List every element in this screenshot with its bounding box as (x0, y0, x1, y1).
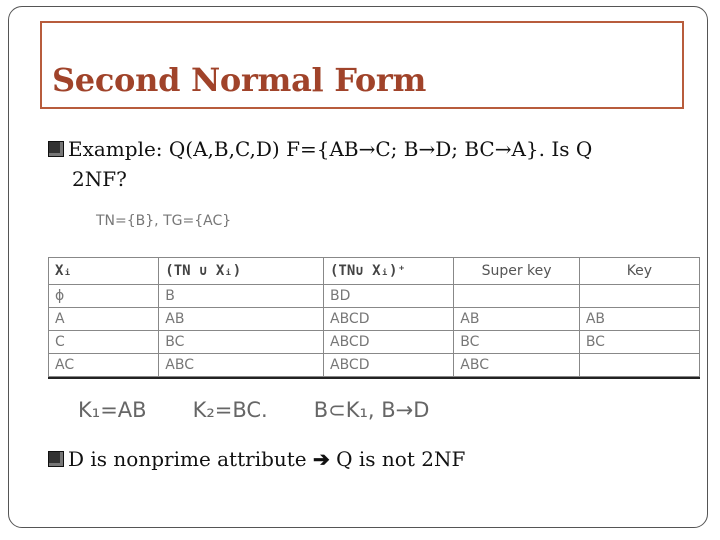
conclusion-part2: Q is not 2NF (336, 447, 466, 471)
square-bullet-icon (48, 141, 64, 157)
cell: A (49, 308, 159, 331)
table-row (49, 354, 700, 377)
conclusion-part1: D is nonprime attribute (68, 447, 307, 471)
cell: BC (159, 331, 324, 354)
cell: BC (454, 331, 580, 354)
header-tn-union-xi: (TN ∪ Xᵢ) (159, 258, 324, 285)
example-text: Example: Q(A,B,C,D) F={AB→C; B→D; BC→A}. Is Q (68, 137, 593, 161)
cell: AC (49, 354, 159, 377)
cell: ϕ (49, 285, 159, 308)
example-continuation: 2NF? (72, 167, 127, 191)
cell: ABC (159, 354, 324, 377)
cell: C (49, 331, 159, 354)
key-k2: K₂=BC. (192, 398, 268, 422)
cell: ABCD (324, 331, 454, 354)
cell: ABC (454, 354, 580, 377)
table-header-row (49, 258, 700, 285)
cell: AB (454, 308, 580, 331)
cell: ABCD (324, 308, 454, 331)
header-xi: Xᵢ (49, 258, 159, 285)
key-table-wrap (48, 257, 700, 379)
header-key: Key (579, 258, 699, 285)
cell (579, 285, 699, 308)
title-box (40, 21, 684, 109)
cell: BD (324, 285, 454, 308)
cell: AB (579, 308, 699, 331)
cell: AB (159, 308, 324, 331)
table-row (49, 285, 700, 308)
cell: ABCD (324, 354, 454, 377)
right-arrow-icon: ➔ (313, 447, 330, 471)
cell: B (159, 285, 324, 308)
table-row (49, 308, 700, 331)
key-k1: K₁=AB (78, 398, 147, 422)
conclusion-bullet (48, 444, 465, 474)
cell (579, 354, 699, 377)
cell (454, 285, 580, 308)
header-super-key: Super key (454, 258, 580, 285)
keys-line (78, 398, 475, 422)
table-row (49, 331, 700, 354)
key-table (48, 257, 700, 377)
square-bullet-icon (48, 451, 64, 467)
slide-title: Second Normal Form (52, 61, 427, 99)
header-closure: (TN∪ Xᵢ)⁺ (324, 258, 454, 285)
example-bullet (48, 134, 592, 164)
tn-tg-text: TN={B}, TG={AC} (96, 213, 232, 229)
cell: BC (579, 331, 699, 354)
subset-statement: B⊂K₁, B→D (313, 398, 430, 422)
